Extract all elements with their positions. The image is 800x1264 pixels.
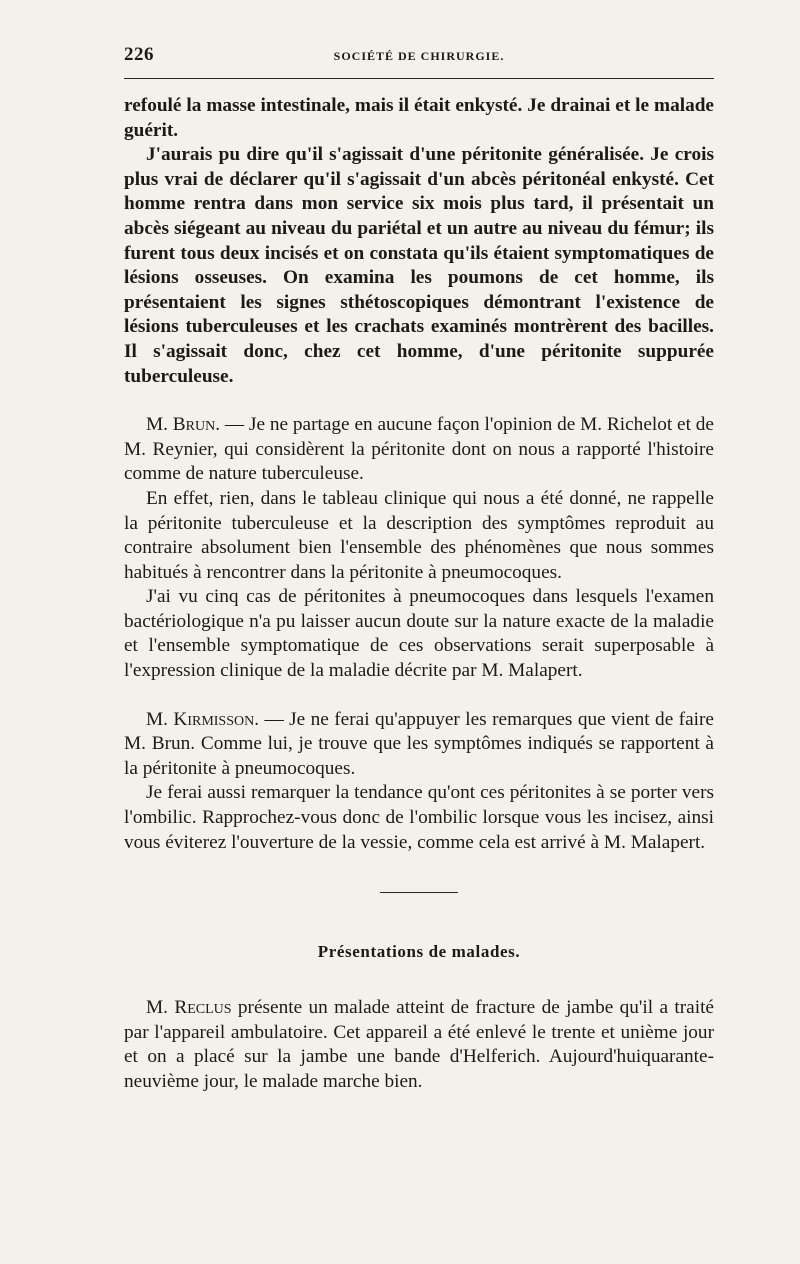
brun-text: — Je ne partage en aucune façon l'opinion de M. Richelot et de M. Reynier, qui considèrent la péritonite dont on nous a rapporté l'histoire comme de nature tuberculeuse. xyxy=(124,414,714,485)
brun-paragraph-3: J'ai vu cinq cas de péritonites à pneumocoques dans lesquels l'examen bactériologique n'a pu laisser aucun doute sur la nature exacte de la maladie et l'ensemble symptomatique de ces observations serait superposable à l'expression clinique de la maladie décrite par M. Malapert. xyxy=(124,586,714,682)
kirmisson-paragraph-2: Je ferai aussi remarquer la tendance qu'ont ces péritonites à se porter vers l'ombilic. Rapprochez-vous donc de l'ombilic lorsque vous les incisez, ainsi vous éviterez l'ouverture de la vessie, comme cela est arrivé à M. Malapert. xyxy=(124,782,714,853)
speaker-brun: Brun. xyxy=(172,414,221,436)
section-heading: Présentations de malades. xyxy=(317,942,521,962)
reclus-text: présente un malade atteint de fracture de jambe qu'il a traité par l'appareil ambulatoire. Cet appareil a été enlevé le trente et unième jour et on a placé sur la jambe une bande d'Helferich. Aujourd'huiquarante-neuvième jour, le malade marche bien. xyxy=(124,997,714,1092)
header-rule xyxy=(124,78,714,79)
page-number: 226 xyxy=(124,44,154,65)
brun-prefix: M. xyxy=(146,414,168,436)
running-head xyxy=(124,44,714,72)
reclus-prefix: M. xyxy=(146,997,168,1019)
speaker-reclus: Reclus xyxy=(174,997,232,1019)
speaker-kirmisson: Kirmisson. xyxy=(173,708,260,730)
running-title: SOCIÉTÉ DE CHIRURGIE. xyxy=(333,49,505,63)
brun-remark xyxy=(124,413,714,487)
section-separator xyxy=(380,892,458,893)
paragraph-continuation: refoulé la masse intestinale, mais il était enkysté. Je drainai et le malade guérit. xyxy=(124,95,714,141)
paragraph-peritonite-tuberculeuse: J'aurais pu dire qu'il s'agissait d'une péritonite généralisée. Je crois plus vrai de déclarer qu'il s'agissait d'un abcès péritonéal enkysté. Cet homme rentra dans mon service six mois plus tard, il présentait un abcès siégeant au niveau du pariétal et un autre au niveau du fémur; ils furent tous deux incisés et on constata qu'ils étaient symptomatiques de lésions osseuses. On examina les poumons de cet homme, ils présentaient les signes sthétoscopiques démontrant l'existence de lésions tuberculeuses et les crachats examinés montrèrent des bacilles. Il s'agissait donc, chez cet homme, d'une péritonite suppurée tuberculeuse. xyxy=(124,144,714,387)
kirmisson-text: — Je ne ferai qu'appuyer les remarques que vient de faire M. Brun. Comme lui, je trouve que les symptômes indiqués se rapportent à la péritonite à pneumocoques. xyxy=(124,708,714,779)
kirmisson-prefix: M. xyxy=(146,708,168,730)
body-text xyxy=(124,94,714,1095)
reclus-presentation xyxy=(124,996,714,1094)
kirmisson-remark xyxy=(124,708,714,782)
brun-paragraph-2: En effet, rien, dans le tableau clinique qui nous a été donné, ne rappelle la péritonite tuberculeuse et la description des symptômes reproduit au contraire absolument bien l'ensemble des phénomènes que nous sommes habitués à rencontrer dans la péritonite à pneumocoques. xyxy=(124,487,714,583)
